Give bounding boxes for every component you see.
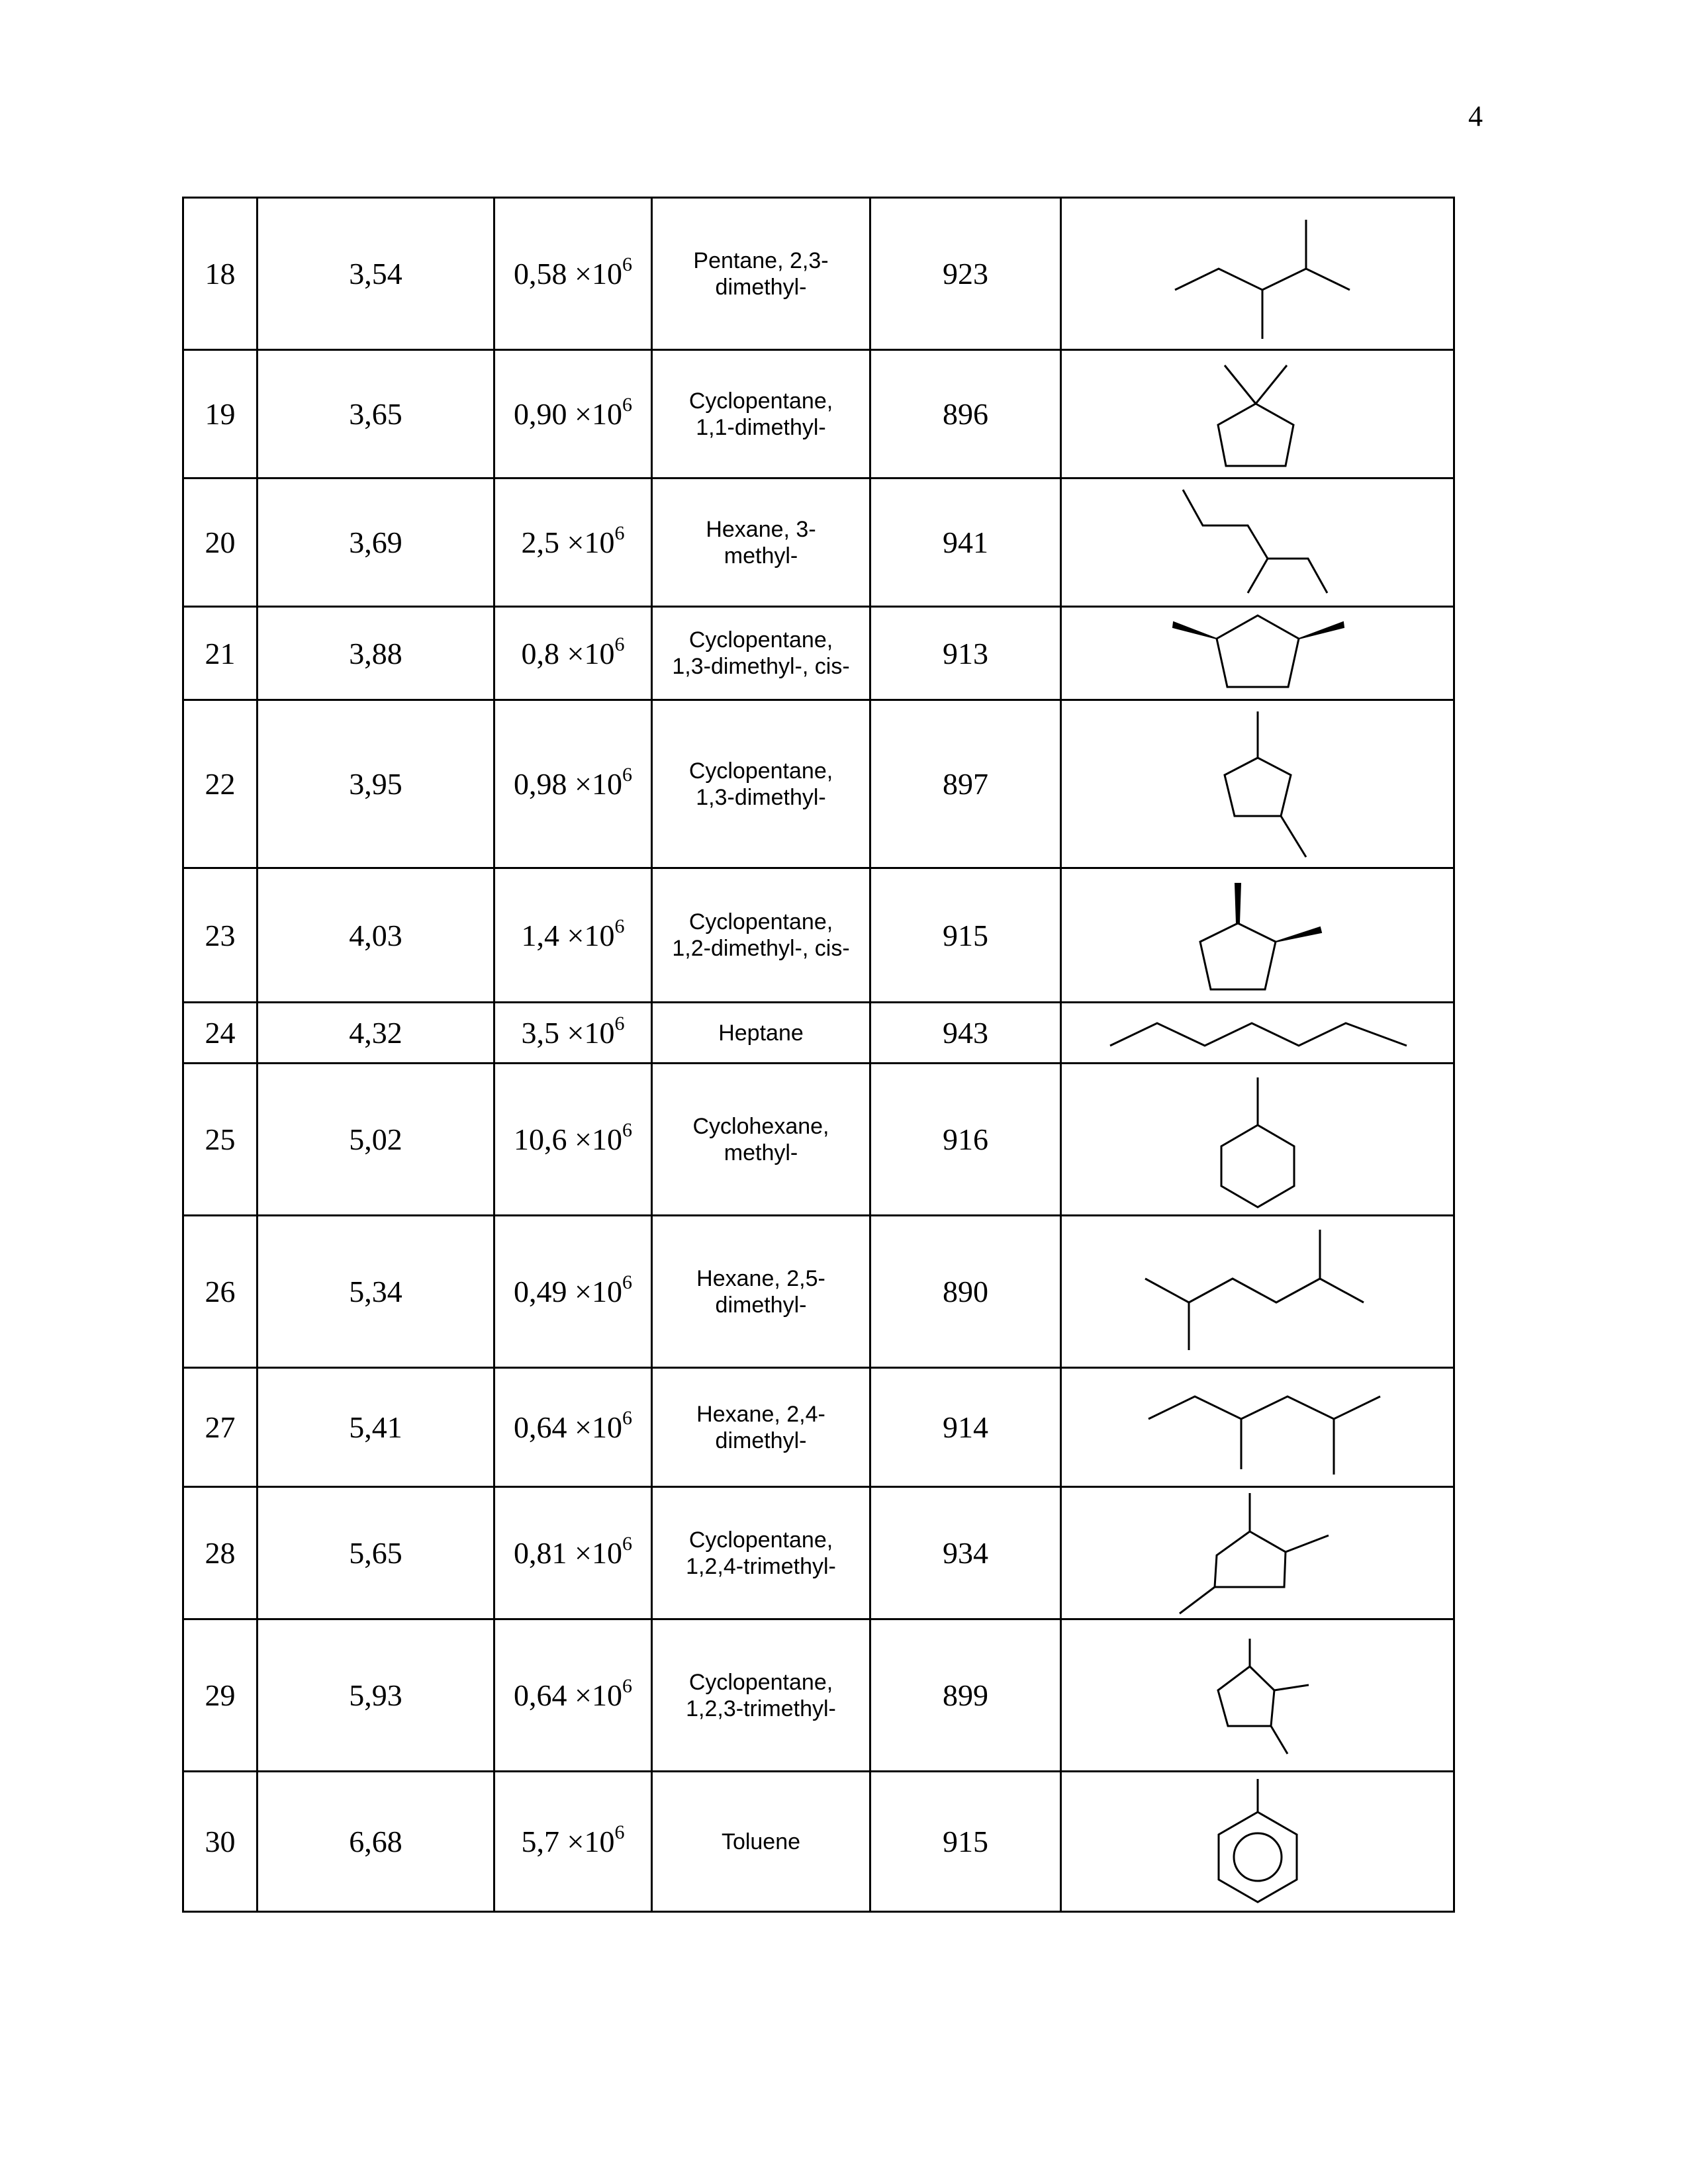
retention-index: 897: [870, 700, 1061, 868]
table-row: [183, 1003, 1454, 1064]
structure-methylcyclohexane: [1061, 1064, 1454, 1216]
row-number: 22: [183, 700, 258, 868]
compound-name: Heptane: [652, 1003, 870, 1064]
row-number: 18: [183, 198, 258, 350]
structure-1-1-dimethylcyclopentane: [1061, 350, 1454, 478]
table-row: [183, 1368, 1454, 1487]
row-number: 19: [183, 350, 258, 478]
compound-name: Cyclopentane, 1,2,3-trimethyl-: [652, 1619, 870, 1772]
peak-area: $0,49 \times 10^6$: [494, 1216, 652, 1368]
retention-index: 890: [870, 1216, 1061, 1368]
structure-1-3-dimethylcyclopentane: [1061, 700, 1454, 868]
table-row: [183, 1064, 1454, 1216]
retention-time: 3,69: [258, 478, 494, 607]
structure-toluene: [1061, 1772, 1454, 1912]
row-number: 24: [183, 1003, 258, 1064]
compound-name: Cyclopentane, 1,3-dimethyl-, cis-: [652, 607, 870, 700]
retention-time: 3,65: [258, 350, 494, 478]
peak-area: $0,58 \times 10^6$: [494, 198, 652, 350]
retention-time: 3,88: [258, 607, 494, 700]
peak-area: $1,4 \times 10^6$: [494, 868, 652, 1003]
row-number: 26: [183, 1216, 258, 1368]
table-row: [183, 1772, 1454, 1912]
compound-name: Cyclopentane, 1,3-dimethyl-: [652, 700, 870, 868]
table-row: [183, 350, 1454, 478]
retention-time: 4,32: [258, 1003, 494, 1064]
compound-name: Cyclopentane, 1,2-dimethyl-, cis-: [652, 868, 870, 1003]
structure-2-5-dimethylhexane: [1061, 1216, 1454, 1368]
retention-index: 914: [870, 1368, 1061, 1487]
compound-name: Cyclopentane, 1,2,4-trimethyl-: [652, 1487, 870, 1619]
row-number: 20: [183, 478, 258, 607]
structure-cis-1-3-dimethylcyclopentane: [1061, 607, 1454, 700]
row-number: 28: [183, 1487, 258, 1619]
compound-name: Hexane, 3- methyl-: [652, 478, 870, 607]
structure-2-3-dimethylpentane: [1061, 198, 1454, 350]
retention-time: 3,54: [258, 198, 494, 350]
table-row: [183, 607, 1454, 700]
table-row: [183, 198, 1454, 350]
peak-area: $0,98 \times 10^6$: [494, 700, 652, 868]
retention-index: 915: [870, 1772, 1061, 1912]
row-number: 23: [183, 868, 258, 1003]
peak-area: $0,90 \times 10^6$: [494, 350, 652, 478]
compound-table: [182, 197, 1455, 1913]
peak-area: $10,6 \times 10^6$: [494, 1064, 652, 1216]
table-row: [183, 868, 1454, 1003]
structure-heptane: [1061, 1003, 1454, 1064]
compound-name: Cyclohexane, methyl-: [652, 1064, 870, 1216]
retention-index: 923: [870, 198, 1061, 350]
retention-index: 896: [870, 350, 1061, 478]
structure-1-2-4-trimethylcyclopentane: [1061, 1487, 1454, 1619]
compound-name: Pentane, 2,3- dimethyl-: [652, 198, 870, 350]
compound-name: Toluene: [652, 1772, 870, 1912]
compound-name: Hexane, 2,4- dimethyl-: [652, 1368, 870, 1487]
peak-area: $2,5 \times 10^6$: [494, 478, 652, 607]
compound-name: Cyclopentane, 1,1-dimethyl-: [652, 350, 870, 478]
retention-index: 915: [870, 868, 1061, 1003]
retention-time: 6,68: [258, 1772, 494, 1912]
retention-index: 934: [870, 1487, 1061, 1619]
structure-cis-1-2-dimethylcyclopentane: [1061, 868, 1454, 1003]
structure-2-4-dimethylhexane: [1061, 1368, 1454, 1487]
retention-index: 899: [870, 1619, 1061, 1772]
peak-area: $3,5 \times 10^6$: [494, 1003, 652, 1064]
table-row: [183, 700, 1454, 868]
row-number: 21: [183, 607, 258, 700]
compound-name: Hexane, 2,5- dimethyl-: [652, 1216, 870, 1368]
table-row: [183, 478, 1454, 607]
row-number: 29: [183, 1619, 258, 1772]
retention-index: 916: [870, 1064, 1061, 1216]
retention-time: 5,41: [258, 1368, 494, 1487]
retention-index: 943: [870, 1003, 1061, 1064]
peak-area: $0,81 \times 10^6$: [494, 1487, 652, 1619]
page-number: 4: [1468, 100, 1483, 132]
row-number: 27: [183, 1368, 258, 1487]
retention-time: 4,03: [258, 868, 494, 1003]
table-row: [183, 1487, 1454, 1619]
retention-time: 5,02: [258, 1064, 494, 1216]
peak-area: $0,64 \times 10^6$: [494, 1619, 652, 1772]
structure-3-methylhexane: [1061, 478, 1454, 607]
retention-time: 3,95: [258, 700, 494, 868]
peak-area: $0,64 \times 10^6$: [494, 1368, 652, 1487]
table-row: [183, 1216, 1454, 1368]
structure-1-2-3-trimethylcyclopentane: [1061, 1619, 1454, 1772]
peak-area: $5,7 \times 10^6$: [494, 1772, 652, 1912]
retention-time: 5,65: [258, 1487, 494, 1619]
row-number: 25: [183, 1064, 258, 1216]
peak-area: $0,8 \times 10^6$: [494, 607, 652, 700]
table-row: [183, 1619, 1454, 1772]
retention-index: 941: [870, 478, 1061, 607]
retention-time: 5,93: [258, 1619, 494, 1772]
row-number: 30: [183, 1772, 258, 1912]
retention-time: 5,34: [258, 1216, 494, 1368]
retention-index: 913: [870, 607, 1061, 700]
